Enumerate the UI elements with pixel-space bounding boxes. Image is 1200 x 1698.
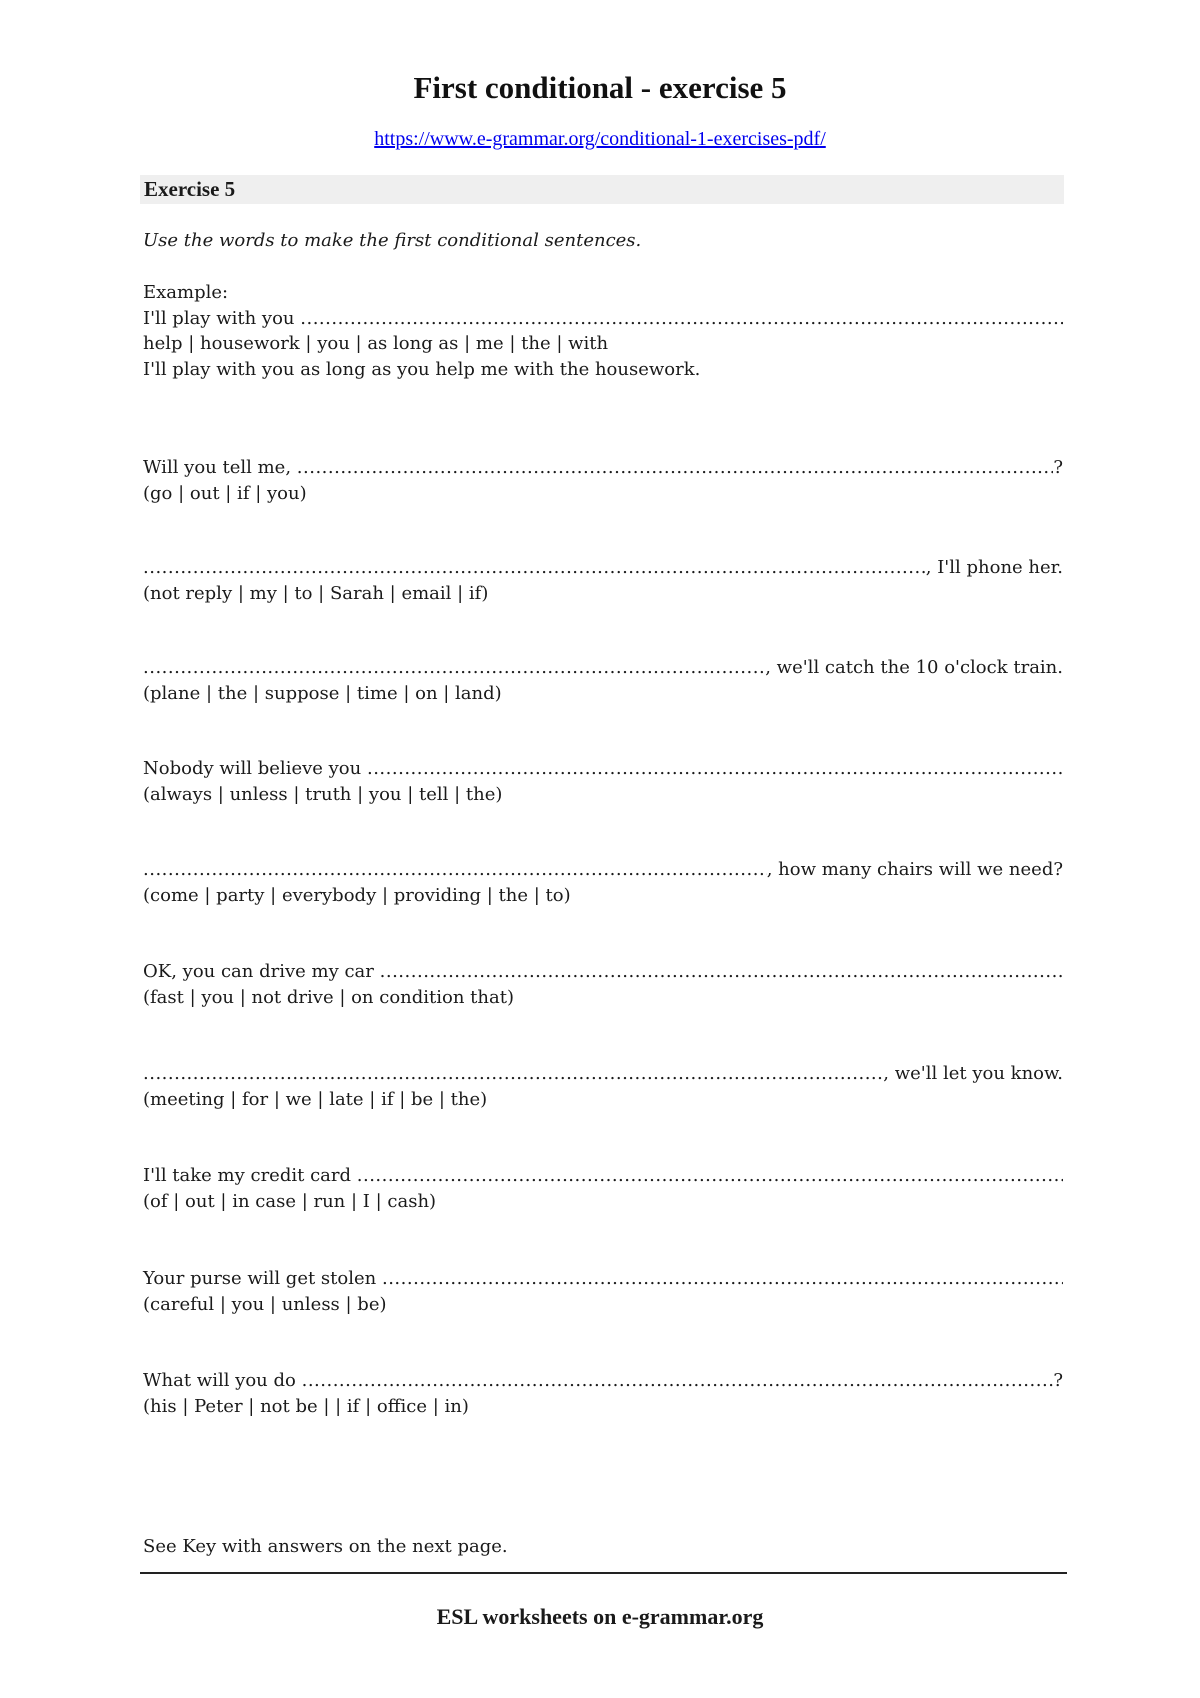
item-words: (come | party | everybody | providing | the | to) xyxy=(143,884,571,906)
exercise-item-2 xyxy=(143,555,1063,606)
exercise-item-8 xyxy=(143,1163,1063,1214)
exercise-item-3 xyxy=(143,655,1063,706)
example-prompt: I'll play with you xyxy=(143,307,295,329)
exercise-item-9 xyxy=(143,1266,1063,1317)
exercise-item-6 xyxy=(143,959,1063,1010)
item-words: (meeting | for | we | late | if | be | the) xyxy=(143,1088,488,1110)
answer-blank xyxy=(300,306,1063,332)
example-label: Example: xyxy=(143,282,229,303)
item-words: (careful | you | unless | be) xyxy=(143,1293,387,1315)
item-words: (always | unless | truth | you | tell | the) xyxy=(143,783,503,805)
item-text-before: Nobody will believe you xyxy=(143,758,362,779)
page-title: First conditional - exercise 5 xyxy=(413,70,787,105)
answer-blank[interactable] xyxy=(143,655,765,681)
example-answer: I'll play with you as long as you help me with the housework. xyxy=(143,358,701,380)
answer-blank[interactable] xyxy=(302,1368,1054,1394)
exercise-heading: Exercise 5 xyxy=(140,175,1064,204)
item-text-after: ? xyxy=(1053,1370,1063,1391)
answer-blank[interactable] xyxy=(297,455,1054,481)
see-key-note: See Key with answers on the next page. xyxy=(143,1536,508,1557)
example-prompt-line xyxy=(143,306,1063,332)
item-text-before: What will you do xyxy=(143,1370,296,1391)
item-text-after: , we'll catch the 10 o'clock train. xyxy=(765,657,1063,678)
exercise-item-5 xyxy=(143,857,1063,908)
example-words: help | housework | you | as long as | me | the | with xyxy=(143,333,609,354)
instruction-text: Use the words to make the first conditional sentences. xyxy=(143,230,642,251)
item-words: (fast | you | not drive | on condition that) xyxy=(143,986,514,1008)
footer-divider xyxy=(140,1572,1067,1574)
source-link[interactable]: https://www.e-grammar.org/conditional-1-exercises-pdf/ xyxy=(374,128,826,150)
item-words: (of | out | in case | run | I | cash) xyxy=(143,1190,437,1212)
answer-blank[interactable] xyxy=(143,857,767,883)
answer-blank[interactable] xyxy=(382,1266,1063,1292)
item-text-before: I'll take my credit card xyxy=(143,1165,352,1186)
footer-text: ESL worksheets on e-grammar.org xyxy=(436,1604,764,1629)
item-words: (go | out | if | you) xyxy=(143,482,307,504)
answer-blank[interactable] xyxy=(357,1163,1063,1189)
answer-blank[interactable] xyxy=(367,756,1063,782)
item-text-before: Will you tell me, xyxy=(143,457,292,478)
item-text-after: , we'll let you know. xyxy=(883,1063,1063,1084)
example-block xyxy=(143,280,1063,382)
exercise-item-1 xyxy=(143,455,1063,506)
item-text-after: , I'll phone her. xyxy=(925,557,1063,578)
item-text-before: OK, you can drive my car xyxy=(143,961,374,982)
answer-blank[interactable] xyxy=(143,1061,883,1087)
item-words: (his | Peter | not be | | if | office | in) xyxy=(143,1395,469,1417)
item-text-after: ? xyxy=(1053,457,1063,478)
item-text-before: Your purse will get stolen xyxy=(143,1268,377,1289)
item-words: (not reply | my | to | Sarah | email | if) xyxy=(143,582,489,604)
exercise-item-4 xyxy=(143,756,1063,807)
answer-blank[interactable] xyxy=(143,555,926,581)
exercise-item-10 xyxy=(143,1368,1063,1419)
item-words: (plane | the | suppose | time | on | land) xyxy=(143,682,502,704)
answer-blank[interactable] xyxy=(380,959,1063,985)
exercise-item-7 xyxy=(143,1061,1063,1112)
item-text-after: , how many chairs will we need? xyxy=(766,859,1063,880)
